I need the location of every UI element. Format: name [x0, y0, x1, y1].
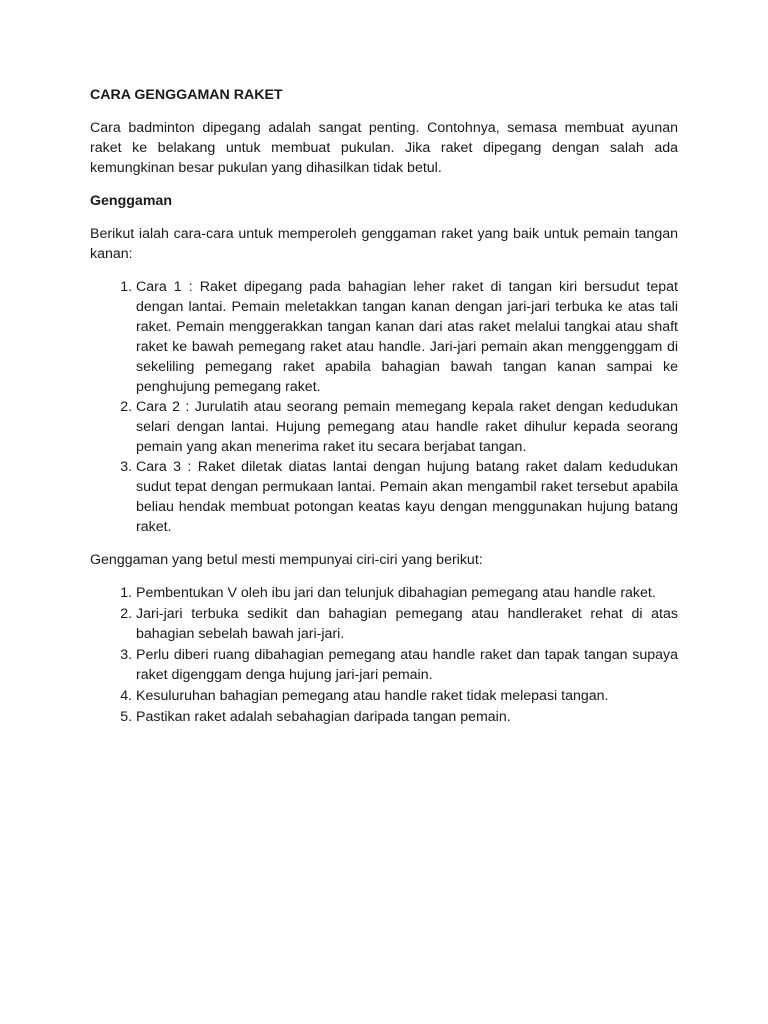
list-item: 1. Pembentukan V oleh ibu jari dan telunjuk dibahagian pemegang atau handle raket.	[136, 583, 678, 603]
steps-lead-paragraph: Berikut ialah cara-cara untuk memperoleh genggaman raket yang baik untuk pemain tangan kanan:	[90, 226, 678, 262]
page-title: CARA GENGGAMAN RAKET	[90, 87, 283, 103]
list-item: 4. Kesuluruhan bahagian pemegang atau handle raket tidak melepasi tangan.	[136, 686, 678, 706]
section-heading: Genggaman	[90, 193, 172, 209]
list-item: 2. Jari-jari terbuka sedikit dan bahagian pemegang atau handleraket rehat di atas bahagian sebelah bawah jari-jari.	[136, 604, 678, 644]
list-item: 2. Cara 2 : Jurulatih atau seorang pemain memegang kepala raket dengan kedudukan selari dengan lantai. Hujung pemegang atau handle raket dihulur kepada seorang pemain yang akan menerima raket itu secara berjabat tangan.	[136, 397, 678, 457]
grip-steps-list	[90, 277, 678, 537]
intro-paragraph: Cara badminton dipegang adalah sangat penting. Contohnya, semasa membuat ayunan raket ke belakang untuk membuat pukulan. Jika raket dipegang dengan salah ada kemungkinan besar pukulan yang dihasilkan tidak betul.	[90, 120, 678, 176]
list-item: 3. Cara 3 : Raket diletak diatas lantai dengan hujung batang raket dalam kedudukan sudut tepat dengan permukaan lantai. Pemain akan mengambil raket tersebut apabila beliau hendak membuat potongan keatas kayu dengan menggunakan hujung batang raket.	[136, 457, 678, 537]
features-lead-paragraph: Genggaman yang betul mesti mempunyai ciri-ciri yang berikut:	[90, 552, 483, 568]
list-item: 5. Pastikan raket adalah sebahagian daripada tangan pemain.	[136, 707, 678, 727]
document-page	[90, 85, 678, 740]
grip-features-list	[90, 583, 678, 727]
list-item: 1. Cara 1 : Raket dipegang pada bahagian leher raket di tangan kiri bersudut tepat dengan lantai. Pemain meletakkan tangan kanan dengan jari-jari terbuka ke atas tali raket. Pemain menggerakkan tangan kanan dari atas raket melalui tangkai atau shaft raket ke bawah pemegang raket atau handle. Jari-jari pemain akan menggenggam di sekeliling pemegang raket apabila bahagian bawah tangan kanan sampai ke penghujung pemegang raket.	[136, 277, 678, 397]
list-item: 3. Perlu diberi ruang dibahagian pemegang atau handle raket dan tapak tangan supaya raket digenggam denga hujung jari-jari pemain.	[136, 645, 678, 685]
